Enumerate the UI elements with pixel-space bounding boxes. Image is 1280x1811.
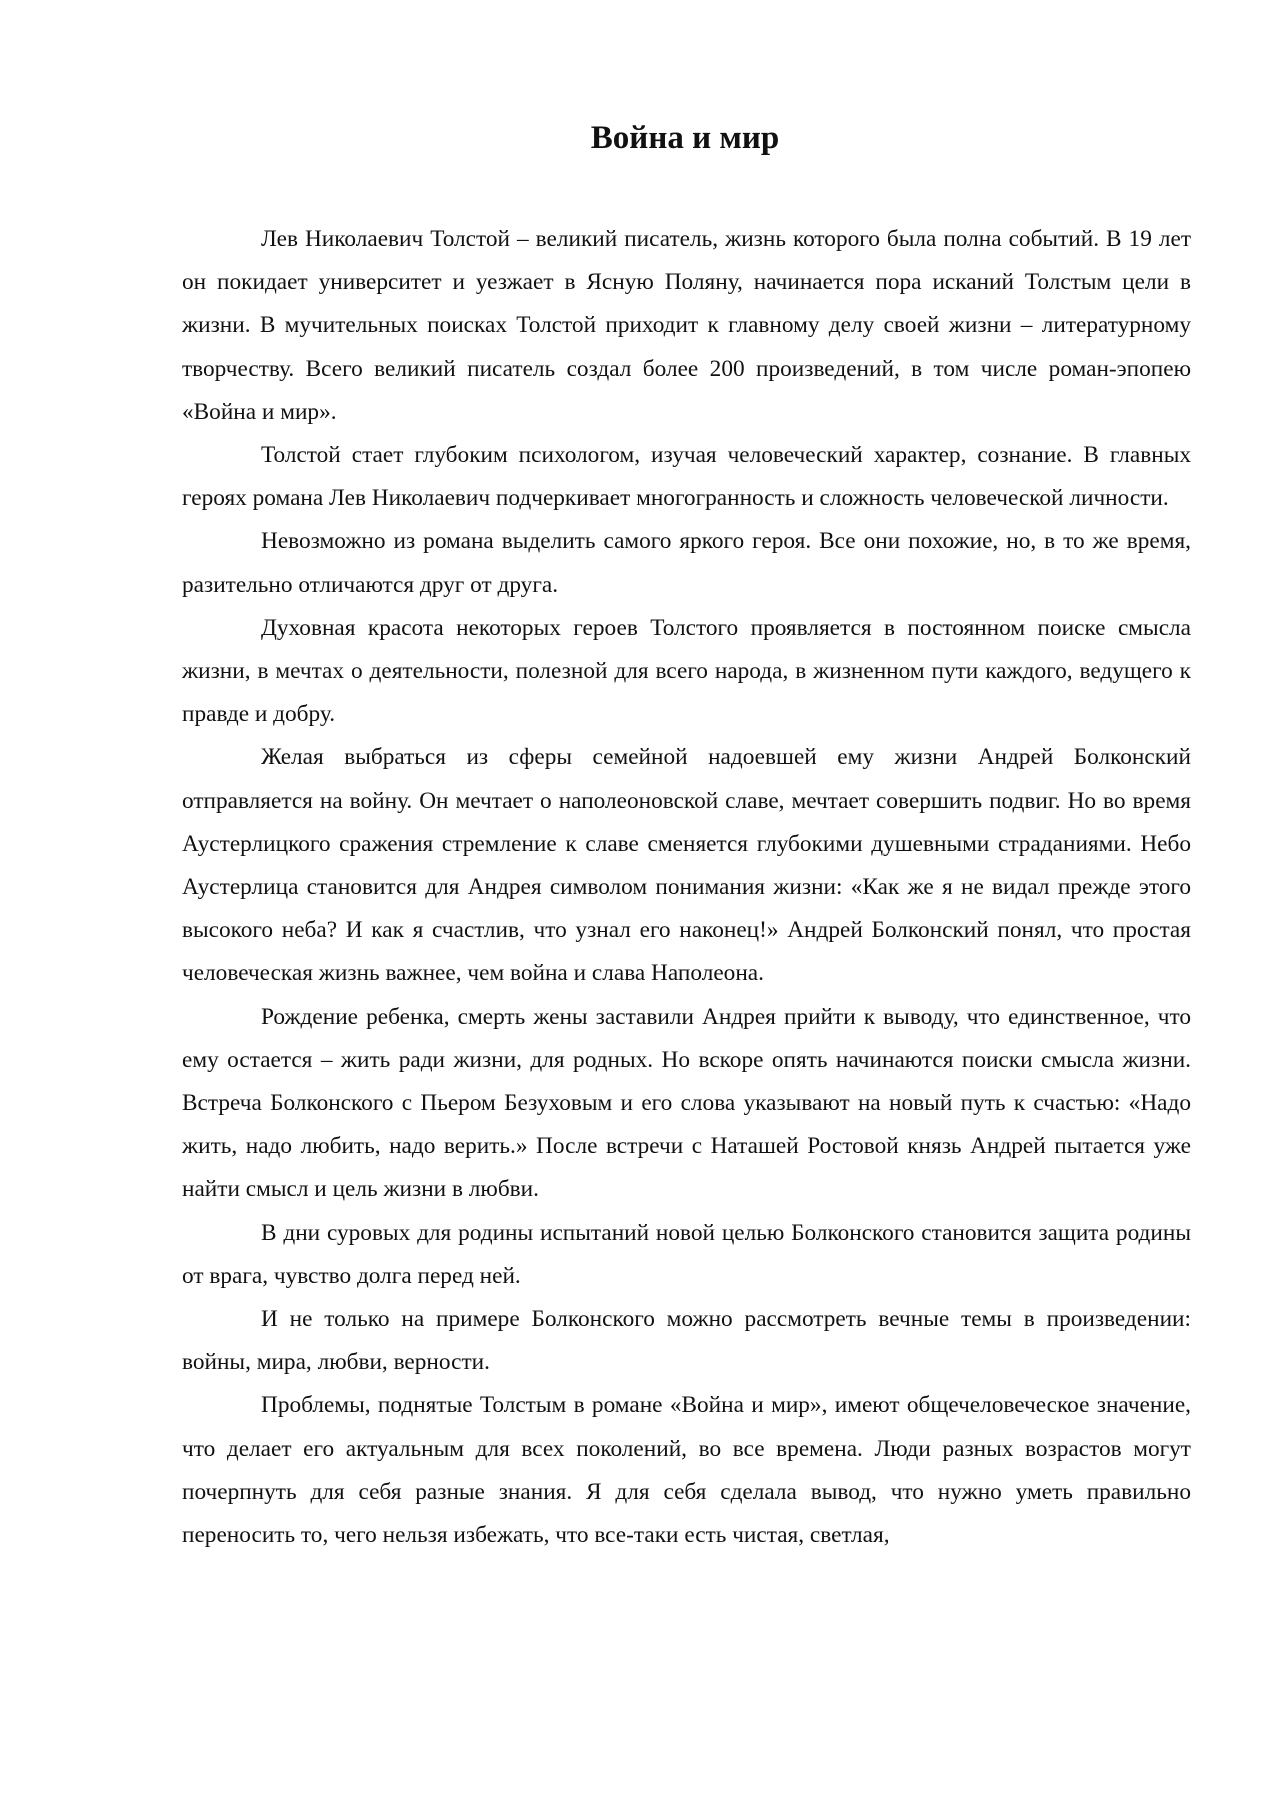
paragraph: Толстой стает глубоким психологом, изучая человеческий характер, сознание. В главных героях романа Лев Николаевич подчеркивает многогранность и сложность человеческой личности.: [182, 442, 1191, 512]
document-title: Война и мир: [590, 120, 780, 156]
paragraph: Желая выбраться из сферы семейной надоевшей ему жизни Андрей Болконский отправляется на войну. Он мечтает о наполеоновской славе, мечтает совершить подвиг. Но во время Аустерлицкого сражения стремление к славе сменяется глубокими душевными страданиями. Небо Аустерлица становится для Андрея символом понимания жизни: «Как же я не видал прежде этого высокого неба? И как я счастлив, что узнал его наконец!» Андрей Болконский понял, что простая человеческая жизнь важнее, чем война и слава Наполеона.: [182, 744, 1191, 987]
paragraph: Проблемы, поднятые Толстым в романе «Война и мир», имеют общечеловеческое значение, что делает его актуальным для всех поколений, во все времена. Люди разных возрастов могут почерпнуть для себя разные знания. Я для себя сделала вывод, что нужно уметь правильно переносить то, чего нельзя избежать, что все-таки есть чистая, светлая,: [182, 1392, 1191, 1549]
paragraph: Лев Николаевич Толстой – великий писатель, жизнь которого была полна событий. В 19 лет он покидает университет и уезжает в Ясную Поляну, начинается пора исканий Толстым цели в жизни. В мучительных поисках Толстой приходит к главному делу своей жизни – литературному творчеству. Всего великий писатель создал более 200 произведений, в том числе роман-эпопею «Война и мир».: [182, 226, 1191, 425]
paragraph: Рождение ребенка, смерть жены заставили Андрея прийти к выводу, что единственное, что ему остается – жить ради жизни, для родных. Но вскоре опять начинаются поиски смысла жизни. Встреча Болконского с Пьером Безуховым и его слова указывают на новый путь к счастью: «Надо жить, надо любить, надо верить.» После встречи с Наташей Ростовой князь Андрей пытается уже найти смысл и цель жизни в любви.: [182, 1003, 1191, 1203]
paragraph: В дни суровых для родины испытаний новой целью Болконского становится защита родины от врага, чувство долга перед ней.: [182, 1219, 1191, 1289]
paragraph: Невозможно из романа выделить самого яркого героя. Все они похожие, но, в то же время, разительно отличаются друг от друга.: [182, 528, 1191, 598]
paragraph: И не только на примере Болконского можно рассмотреть вечные темы в произведении: войны, мира, любви, верности.: [182, 1306, 1191, 1376]
document-body: [182, 218, 1191, 1557]
paragraph: Духовная красота некоторых героев Толстого проявляется в постоянном поиске смысла жизни, в мечтах о деятельности, полезной для всего народа, в жизненном пути каждого, ведущего к правде и добру.: [182, 614, 1191, 728]
